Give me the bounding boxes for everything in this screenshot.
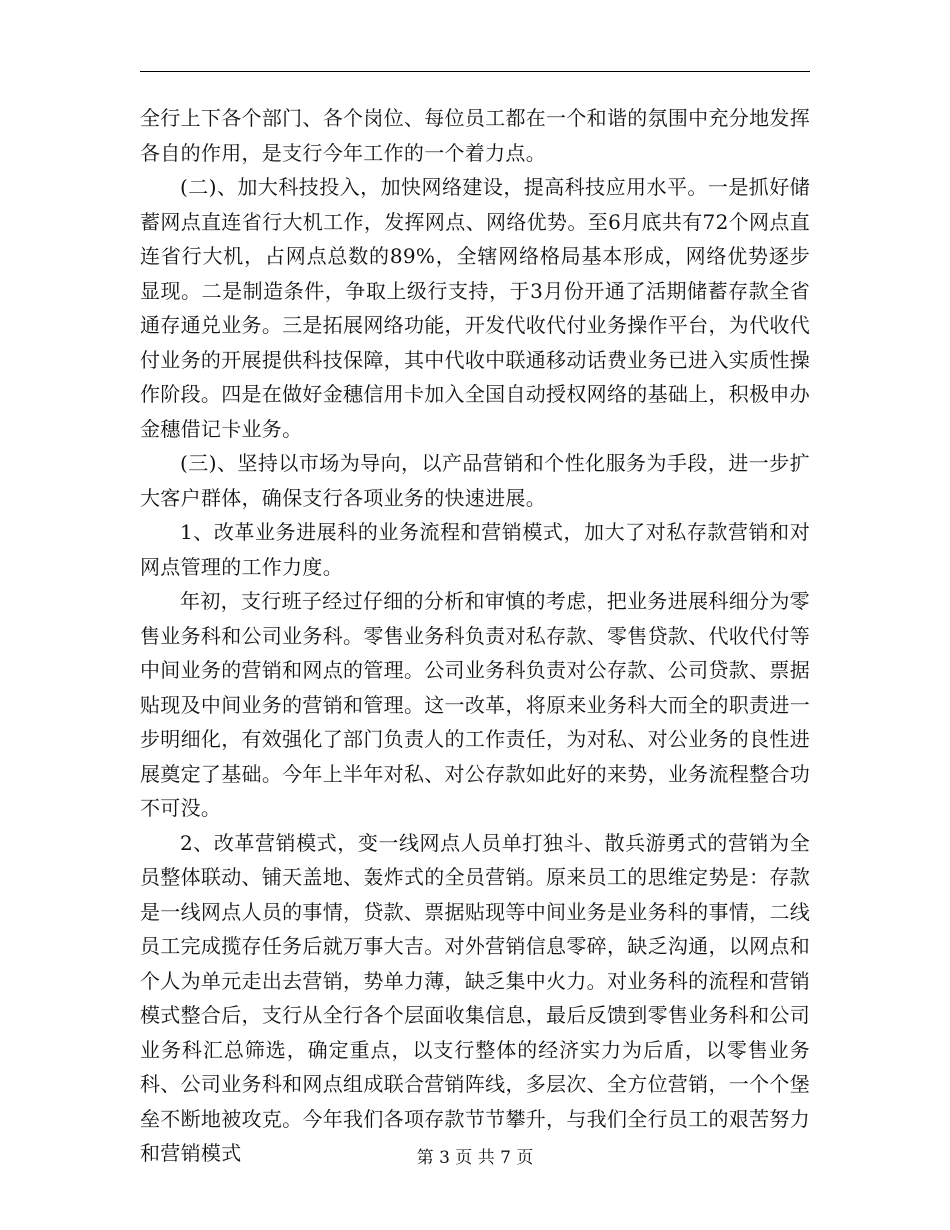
paragraph-5: 年初，支行班子经过仔细的分析和审慎的考虑，把业务进展科细分为零售业务科和公司业务科。零售业务科负责对私存款、零售贷款、代收代付等中间业务的营销和网点的管理。公司业务科负责对公存款、公司贷款、票据贴现及中间业务的营销和管理。这一改革，将原来业务科大而全的职责进一步明细化，有效强化了部门负责人的工作责任，为对私、对公业务的良性进展奠定了基础。今年上半年对私、对公存款如此好的来势，业务流程整合功不可没。 (140, 589, 810, 820)
paragraph-2: (二)、加大科技投入，加快网络建设，提高科技应用水平。一是抓好储蓄网点直连省行大机工作，发挥网点、网络优势。至6月底共有72个网点直连省行大机，占网点总数的89%，全辖网络格局基本形成，网络优势逐步显现。二是制造条件，争取上级行支持，于3月份开通了活期储蓄存款全省通存通兑业务。三是拓展网络功能，开发代收代付业务操作平台，为代收代付业务的开展提供科技保障，其中代收中联通移动话费业务已进入实质性操作阶段。四是在做好金穗信用卡加入全国自动授权网络的基础上，积极申办金穗借记卡业务。 (140, 175, 810, 441)
paragraph-1: 全行上下各个部门、各个岗位、每位员工都在一个和谐的氛围中充分地发挥各自的作用，是支行今年工作的一个着力点。 (140, 106, 810, 165)
header-rule (140, 71, 810, 72)
paragraph-4: 1、改革业务进展科的业务流程和营销模式，加大了对私存款营销和对网点管理的工作力度。 (140, 520, 810, 579)
paragraph-3: (三)、坚持以市场为导向，以产品营销和个性化服务为手段，进一步扩大客户群体，确保支行各项业务的快速进展。 (140, 451, 810, 510)
paragraph-6: 2、改革营销模式，变一线网点人员单打独斗、散兵游勇式的营销为全员整体联动、铺天盖地、轰炸式的全员营销。原来员工的思维定势是：存款是一线网点人员的事情，贷款、票据贴现等中间业务是业务科的事情，二线员工完成揽存任务后就万事大吉。对外营销信息零碎，缺乏沟通，以网点和个人为单元走出去营销，势单力薄，缺乏集中火力。对业务科的流程和营销模式整合后，支行从全行各个层面收集信息，最后反馈到零售业务科和公司业务科汇总筛选，确定重点，以支行整体的经济实力为后盾，以零售业务科、公司业务科和网点组成联合营销阵线，多层次、全方位营销，一个个堡垒不断地被攻克。今年我们各项存款节节攀升，与我们全行员工的艰苦努力和营销模式 (140, 830, 810, 1165)
document-body (140, 101, 810, 1171)
page-number: 第 3 页 共 7 页 (416, 1148, 534, 1168)
